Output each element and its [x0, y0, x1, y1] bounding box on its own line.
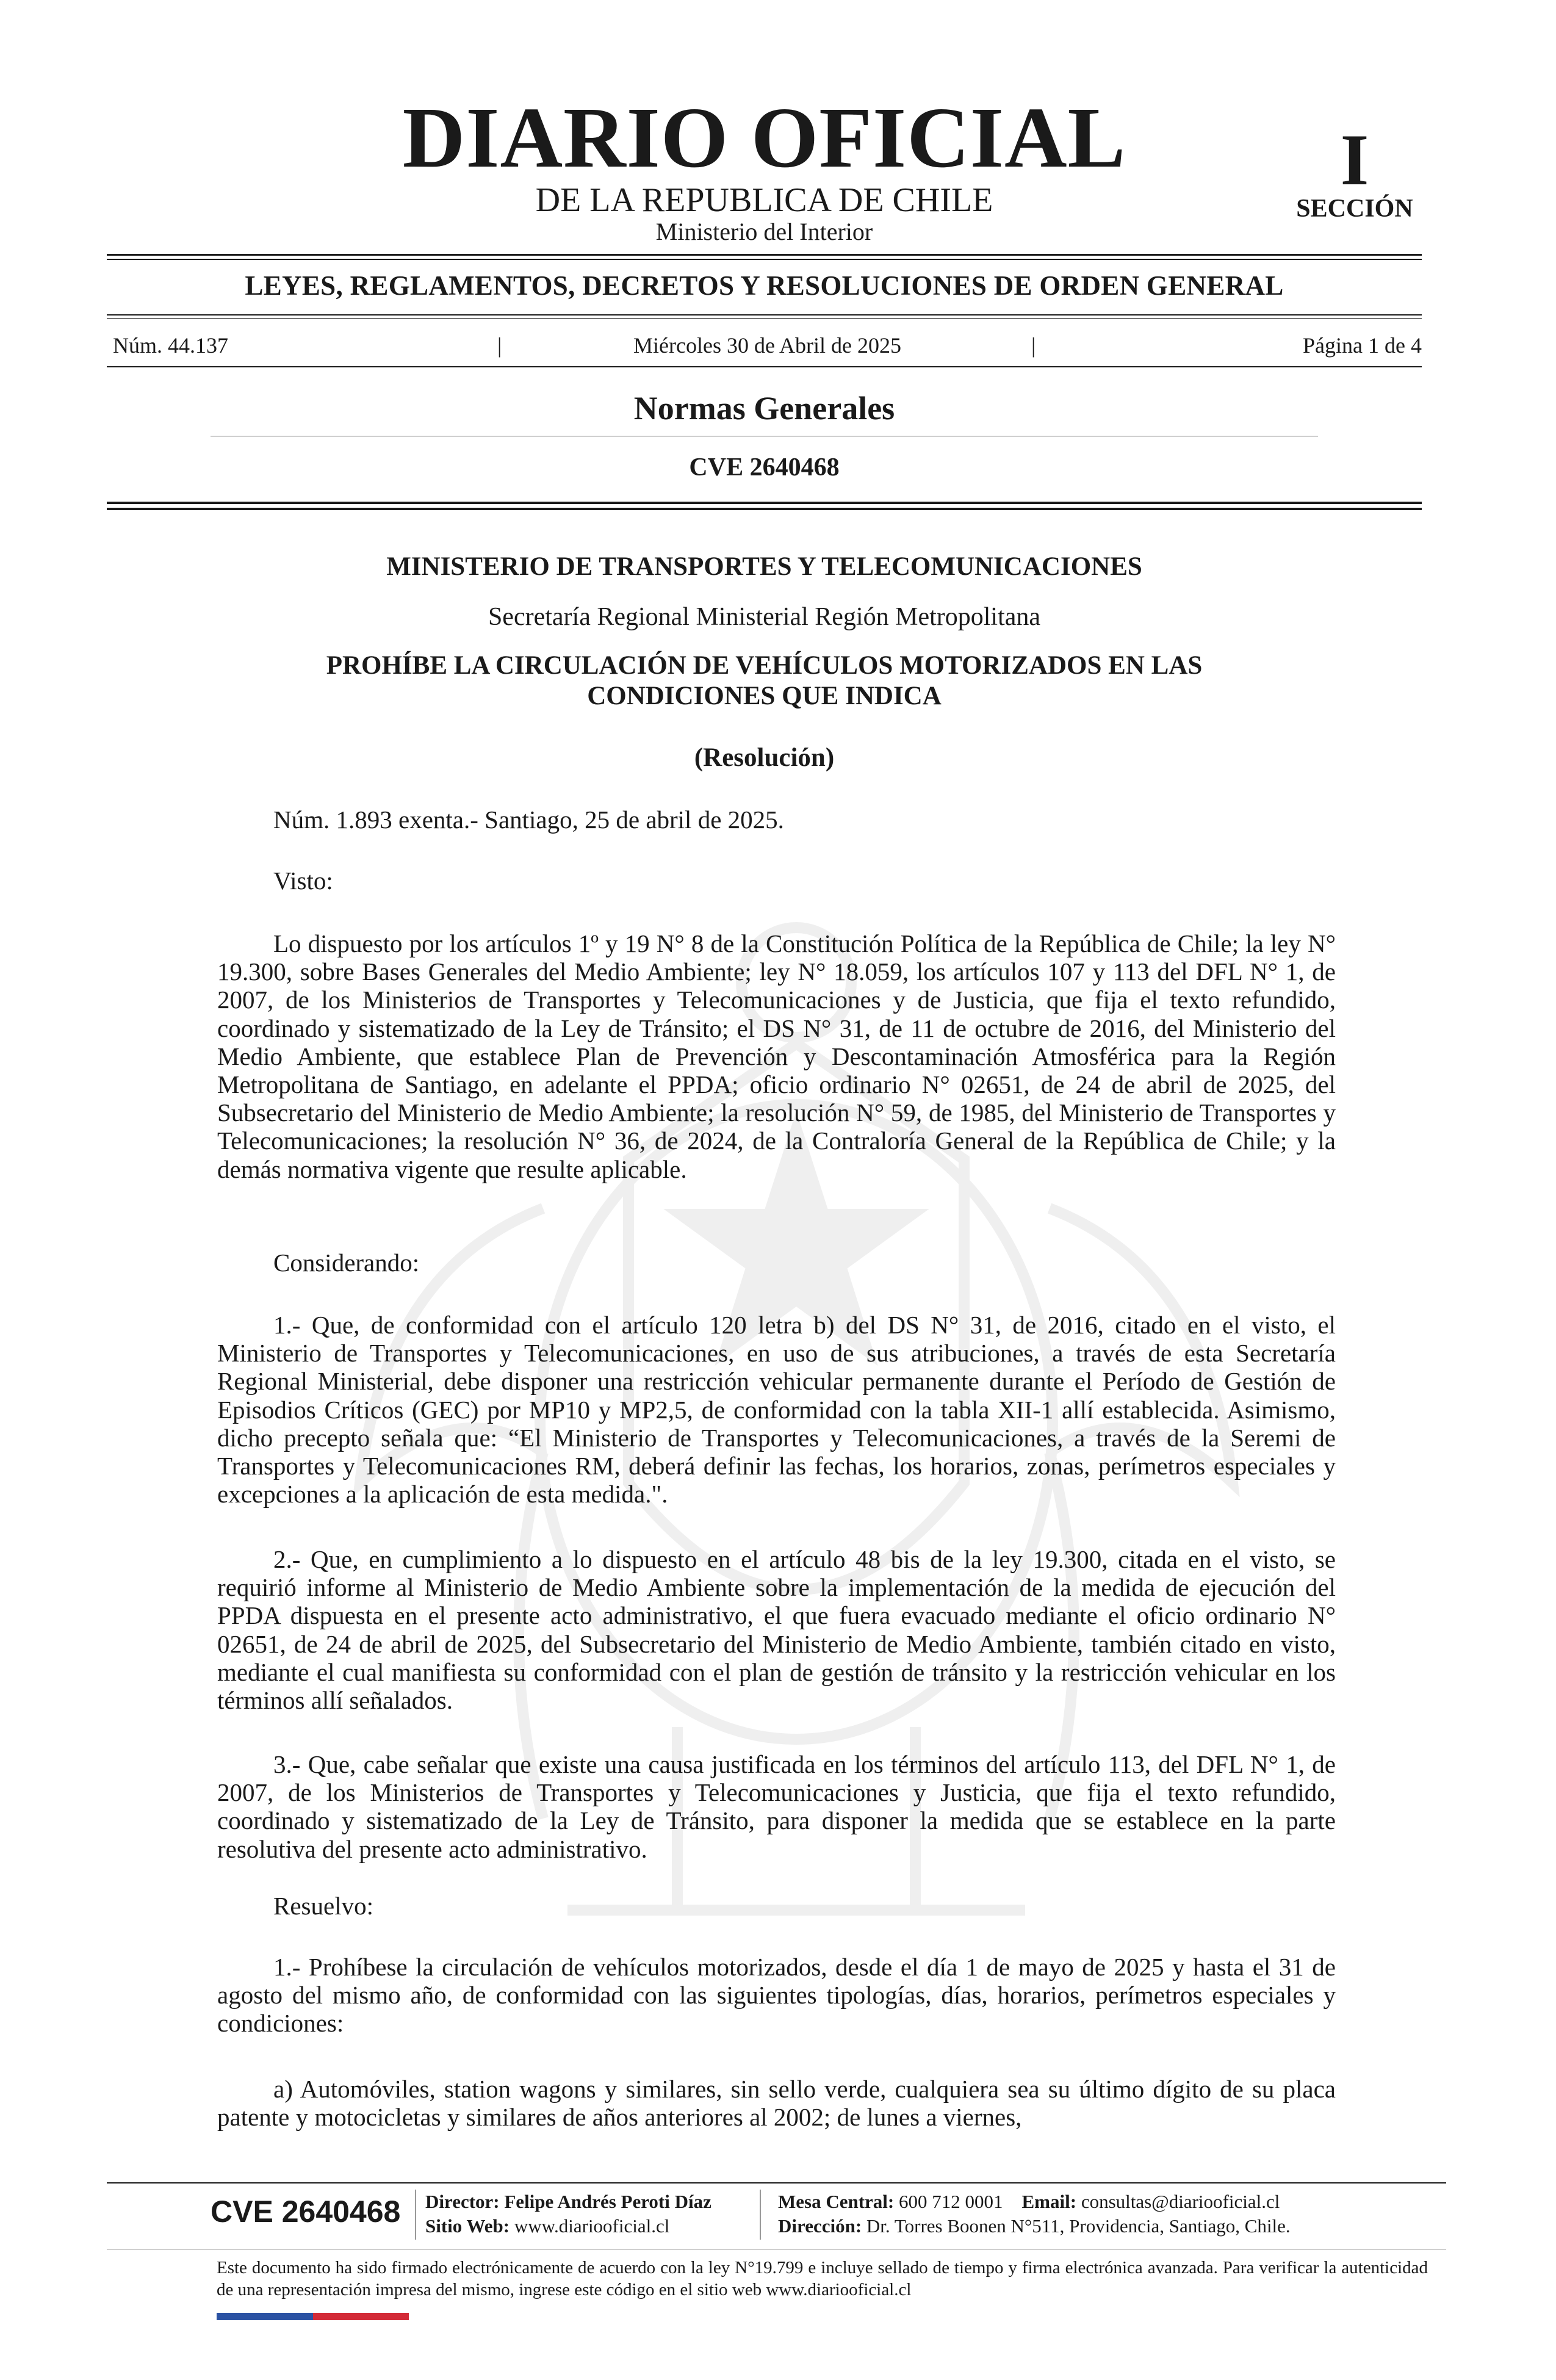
email-link[interactable]: consultas@diariooficial.cl [1081, 2191, 1280, 2212]
footer-inner-rule [107, 2249, 1446, 2250]
newspaper-subtitle: DE LA REPUBLICA DE CHILE [535, 181, 993, 219]
resolution-title-line: CONDICIONES QUE INDICA [587, 682, 942, 710]
issue-separator: | [1031, 333, 1036, 358]
issue-rule [107, 366, 1422, 367]
masthead-rule [107, 254, 1422, 256]
header-bottom-rule-thin [107, 508, 1422, 510]
flag-color-bar [217, 2313, 409, 2320]
newspaper-ministry: Ministerio del Interior [655, 218, 873, 245]
document-seremi: Secretaría Regional Ministerial Región Metropolitana [488, 603, 1041, 631]
site-link[interactable]: www.diariooficial.cl [514, 2215, 670, 2237]
issue-info-row [113, 328, 1422, 362]
issue-date: Miércoles 30 de Abril de 2025 [633, 333, 901, 358]
cve-heading: CVE 2640468 [689, 453, 840, 481]
resolution-type: (Resolución) [694, 743, 835, 772]
footer-signature-note: Este documento ha sido firmado electrónicamente de acuerdo con la ley N°19.799 e incluye sellado de tiempo y firma electrónica avanzada. Para verificar la autenticidad de una representación impresa del mismo, ingrese este código en el sitio web www.diariooficial.cl [217, 2258, 1428, 2299]
considerando-paragraph-2: 2.- Que, en cumplimiento a lo dispuesto en el artículo 48 bis de la ley 19.300, citada en el visto, se requirió informe al Ministerio de Medio Ambiente sobre la implementación de la medida de ejecución del PPDA dispuesta en el presente acto administrativo, el que fuera evacuado mediante el oficio ordinario N° 02651, de 24 de abril de 2025, del Subsecretario del Ministerio de Medio Ambiente, también citado en visto, mediante el cual manifiesta su conformidad con el plan de gestión de tránsito y la restricción vehicular en los términos allí señalados. [217, 1545, 1336, 1715]
issue-number: Núm. 44.137 [113, 333, 228, 358]
considerando-paragraph-1: 1.- Que, de conformidad con el artículo 120 letra b) del DS N° 31, de 2016, citado en el visto, el Ministerio de Transportes y Telecomunicaciones, en uso de sus atribuciones, a través de esta Secretaría Regional Ministerial, debe disponer una restricción vehicular permanente durante el Período de Gestión de Episodios Críticos (GEC) por MP10 y MP2,5, de conformidad con la tabla XII-1 allí establecida. Asimismo, dicho precepto señala que: “El Ministerio de Transportes y Telecomunicaciones, a través de la Seremi de Transportes y Telecomunicaciones RM, deberá definir las fechas, los horarios, zonas, perímetros especiales y excepciones a la aplicación de esta medida.". [217, 1311, 1336, 1509]
section-heading-rule [211, 436, 1318, 437]
address-value: Dr. Torres Boonen N°511, Providencia, Santiago, Chile. [866, 2215, 1291, 2237]
issue-separator: | [497, 333, 502, 358]
site-label: Sitio Web: [425, 2215, 510, 2237]
resuelvo-paragraph-a: a) Automóviles, station wagons y similares, sin sello verde, cualquiera sea su último dígito de su placa patente y motocicletas y similares de años anteriores al 2002; de lunes a viernes, [217, 2075, 1336, 2132]
director-name: Felipe Andrés Peroti Díaz [504, 2191, 711, 2212]
masthead-rule-thin [107, 259, 1422, 260]
section-number: I [1340, 119, 1369, 200]
director-label: Director: [425, 2191, 500, 2212]
footer-divider [415, 2190, 416, 2240]
resuelvo-label: Resuelvo: [273, 1892, 373, 1920]
header-bottom-rule [107, 502, 1422, 504]
resolution-number-line: Núm. 1.893 exenta.- Santiago, 25 de abril de 2025. [273, 806, 784, 834]
category-heading: LEYES, REGLAMENTOS, DECRETOS Y RESOLUCIONES DE ORDEN GENERAL [245, 270, 1284, 301]
footer-contact-block [778, 2190, 1291, 2238]
category-rule [107, 314, 1422, 316]
email-label: Email: [1021, 2191, 1077, 2212]
footer-divider [760, 2190, 761, 2240]
section-indicator [1288, 119, 1422, 223]
section-label: SECCIÓN [1296, 195, 1413, 223]
document-ministry: MINISTERIO DE TRANSPORTES Y TELECOMUNICACIONES [386, 552, 1142, 581]
phone-value: 600 712 0001 [899, 2191, 1003, 2212]
category-rule-thin [107, 318, 1422, 319]
resuelvo-paragraph-1: 1.- Prohíbese la circulación de vehículos motorizados, desde el día 1 de mayo de 2025 y hasta el 31 de agosto del mismo año, de conformidad con las siguientes tipologías, días, horarios, perímetros especiales y condiciones: [217, 1953, 1336, 2038]
flag-blue-segment [217, 2313, 313, 2320]
considerando-label: Considerando: [273, 1249, 420, 1277]
issue-page: Página 1 de 4 [1303, 333, 1422, 358]
newspaper-title: DIARIO OFICIAL [402, 89, 1126, 186]
visto-label: Visto: [273, 867, 333, 895]
footer-director-block [425, 2190, 711, 2238]
visto-paragraph: Lo dispuesto por los artículos 1º y 19 N° 8 de la Constitución Política de la República de Chile; la ley N° 19.300, sobre Bases Generales del Medio Ambiente; ley N° 18.059, los artículos 107 y 113 del DFL N° 1, de 2007, de los Ministerios de Transportes y Telecomunicaciones y de Justicia, que fija el texto refundido, coordinado y sistematizado de la Ley de Tránsito; el DS N° 31, de 11 de octubre de 2016, del Ministerio del Medio Ambiente, que establece Plan de Prevención y Descontaminación Atmosférica para la Región Metropolitana de Santiago, en adelante el PPDA; oficio ordinario N° 02651, de 24 de abril de 2025, del Subsecretario del Ministerio de Medio Ambiente; la resolución N° 59, de 1985, del Ministerio de Transportes y Telecomunicaciones; la resolución N° 36, de 2024, de la Contraloría General de la República de Chile; y la demás normativa vigente que resulte aplicable. [217, 929, 1336, 1183]
considerando-paragraph-3: 3.- Que, cabe señalar que existe una causa justificada en los términos del artículo 113, del DFL N° 1, de 2007, de los Ministerios de Transportes y Telecomunicaciones y Justicia, que fija el texto refundido, coordinado y sistematizado de la Ley de Tránsito, para disponer la medida que se establece en la parte resolutiva del presente acto administrativo. [217, 1750, 1336, 1863]
footer-cve: CVE 2640468 [211, 2194, 401, 2229]
resolution-title [244, 651, 1284, 712]
flag-red-segment [313, 2313, 409, 2320]
resolution-title-line: PROHÍBE LA CIRCULACIÓN DE VEHÍCULOS MOTORIZADOS EN LAS [326, 651, 1203, 680]
footer [107, 2179, 1449, 2362]
section-heading: Normas Generales [633, 390, 895, 427]
phone-label: Mesa Central: [778, 2191, 895, 2212]
address-label: Dirección: [778, 2215, 862, 2237]
masthead [107, 89, 1422, 250]
